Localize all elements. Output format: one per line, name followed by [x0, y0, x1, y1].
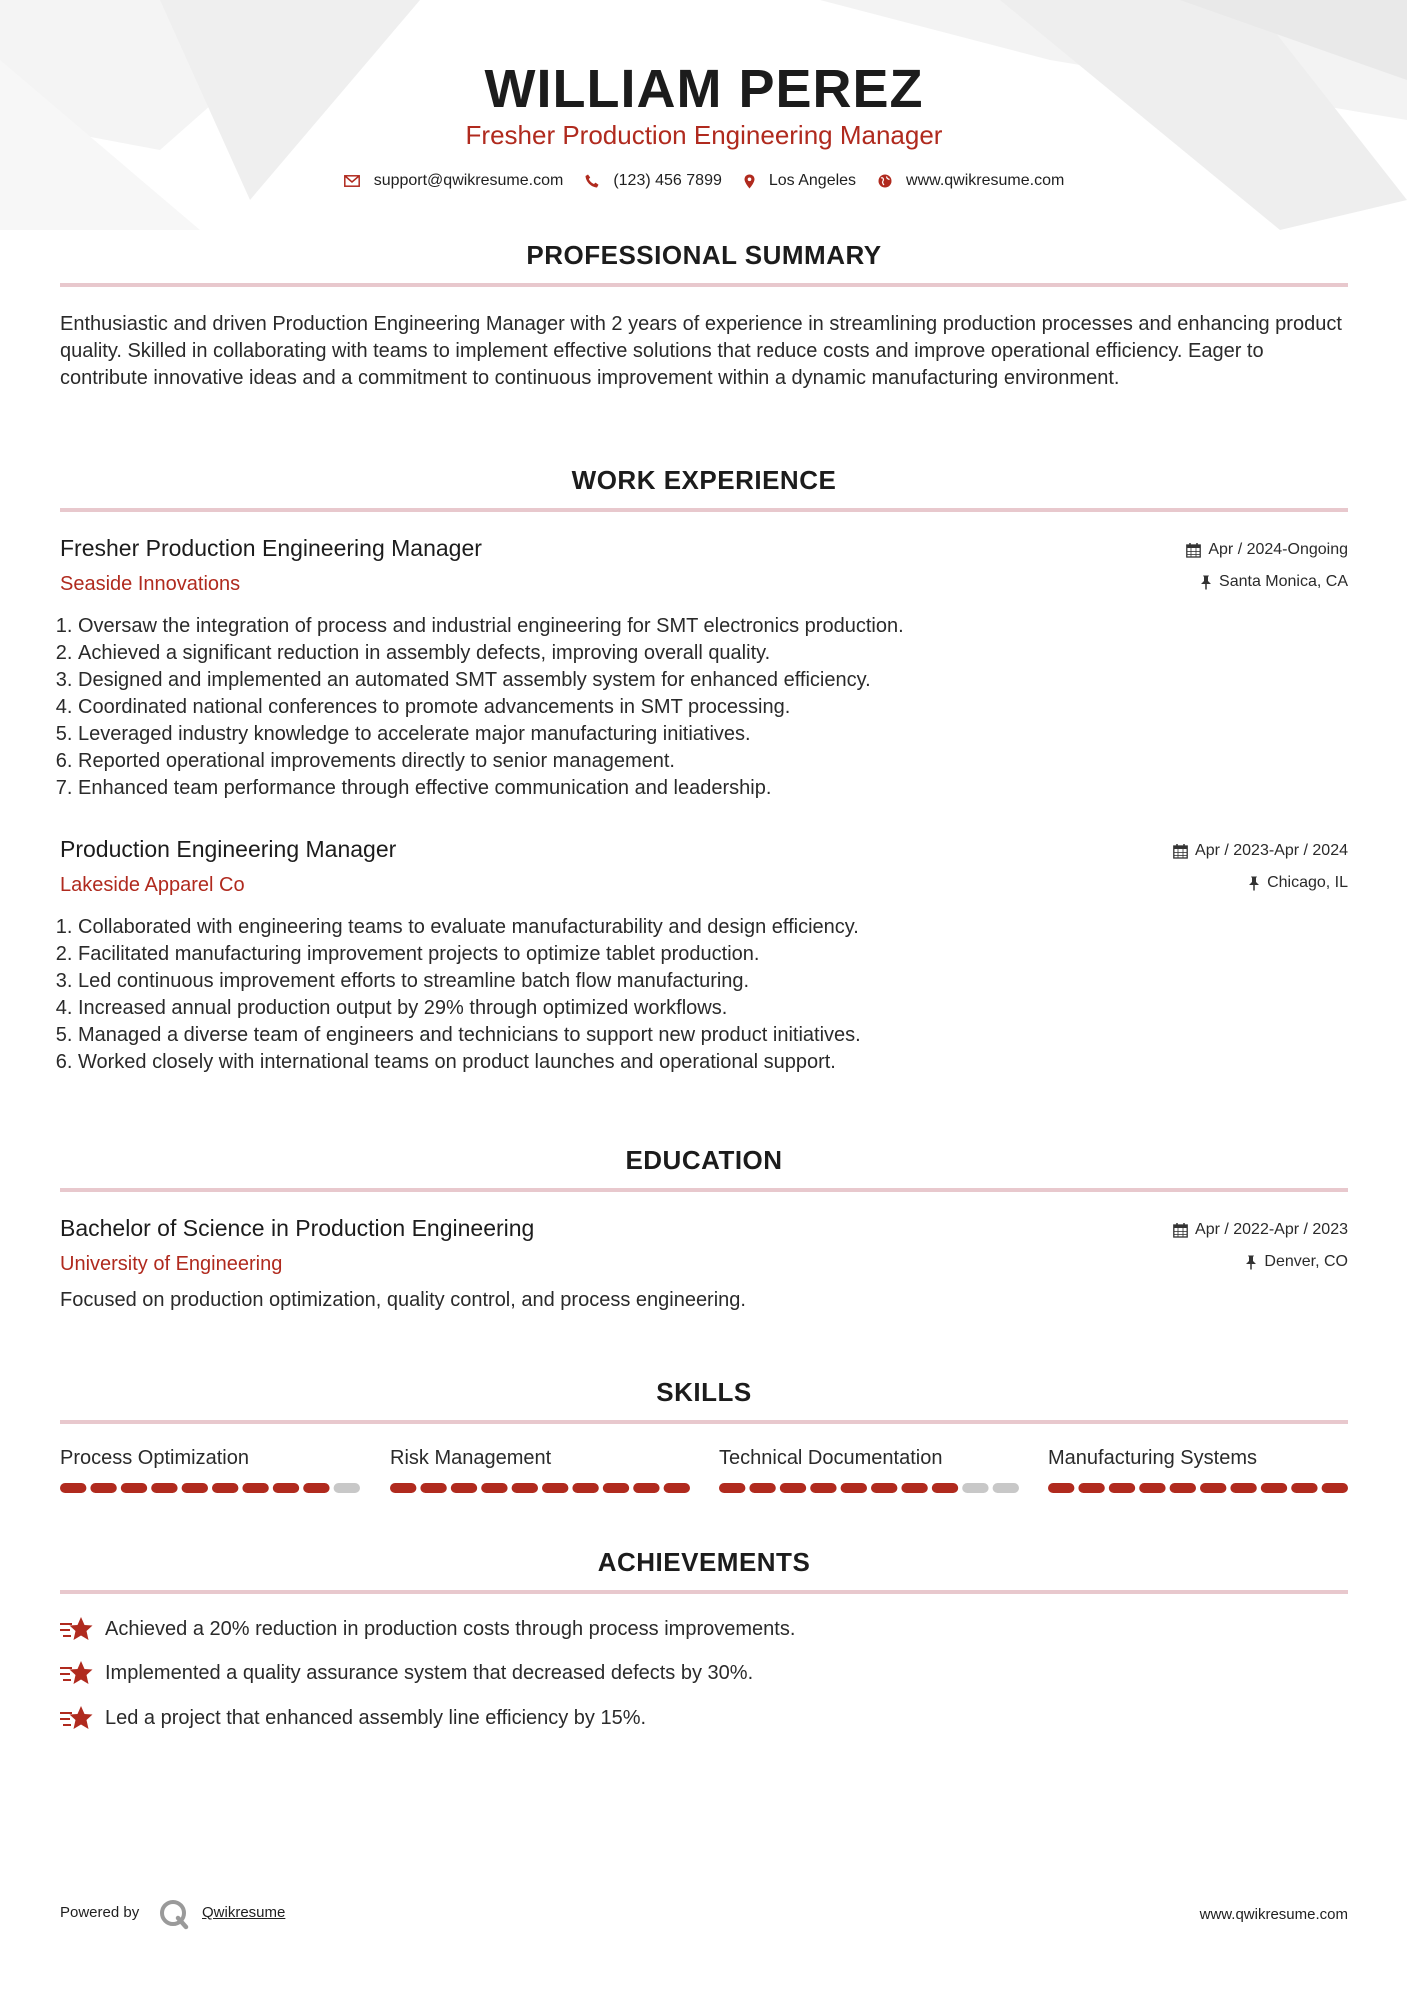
skill-level-segment	[1078, 1483, 1104, 1493]
education-divider	[60, 1188, 1348, 1192]
experience-divider	[60, 508, 1348, 512]
skills-heading: SKILLS	[656, 1377, 752, 1407]
contact-email[interactable]	[344, 172, 564, 190]
list-item: 2. Facilitated manufacturing improvement projects to optimize tablet production.	[78, 941, 861, 968]
list-item: 2. Achieved a significant reduction in assembly defects, improving overall quality.	[78, 640, 904, 667]
job-location	[1200, 573, 1348, 591]
achievement-item	[60, 1704, 646, 1732]
contact-phone[interactable]	[585, 172, 722, 190]
skill-level-segment	[390, 1483, 416, 1493]
skill-level-segment	[512, 1483, 538, 1493]
skill-level-segment	[212, 1483, 238, 1493]
skill-level-segment	[121, 1483, 147, 1493]
calendar-icon	[1173, 844, 1188, 859]
achievements-heading: ACHIEVEMENTS	[597, 1547, 811, 1577]
skill-level-segment	[1109, 1483, 1135, 1493]
envelope-icon	[344, 175, 360, 187]
contact-row	[60, 172, 1348, 190]
achievements-divider	[60, 1590, 1348, 1594]
skill-level-segment	[420, 1483, 446, 1493]
pushpin-icon	[1200, 575, 1212, 590]
skill-level-segment	[151, 1483, 177, 1493]
list-item: 6. Reported operational improvements directly to senior management.	[78, 748, 904, 775]
calendar-icon	[1186, 543, 1201, 558]
brand-link[interactable]: Qwikresume	[202, 1904, 286, 1921]
summary-divider	[60, 283, 1348, 287]
education-location-text: Denver, CO	[1264, 1253, 1348, 1270]
achievement-item	[60, 1615, 795, 1643]
list-item: 6. Worked closely with international teams on product launches and operational support.	[78, 1049, 861, 1076]
skill-level-segment	[993, 1483, 1019, 1493]
shooting-star-icon	[60, 1704, 93, 1732]
summary-heading: PROFESSIONAL SUMMARY	[526, 240, 882, 270]
skill-level-bar	[390, 1483, 690, 1493]
job-location-text: Santa Monica, CA	[1219, 573, 1348, 590]
job-location-text: Chicago, IL	[1267, 874, 1348, 891]
skill-level-segment	[303, 1483, 329, 1493]
skill-level-segment	[932, 1483, 958, 1493]
job-title: Fresher Production Engineering Manager	[60, 535, 482, 561]
skill-level-segment	[451, 1483, 477, 1493]
summary-text: Enthusiastic and driven Production Engineering Manager with 2 years of experience in streamlining production processes and enhancing product quality. Skilled in collaborating with teams to implement effective solutions that reduce costs and improve operational efficiency. Eager to contribute innovative ideas and a commitment to continuous improvement within a dynamic manufacturing environment.	[60, 313, 1342, 389]
skill-level-segment	[603, 1483, 629, 1493]
job-date	[1173, 842, 1348, 860]
experience-heading: WORK EXPERIENCE	[571, 465, 837, 495]
skills-grid	[60, 1447, 1348, 1497]
calendar-icon	[1173, 1223, 1188, 1238]
job-bullets	[60, 613, 904, 802]
skill-name: Technical Documentation	[719, 1447, 943, 1469]
achievement-text: Achieved a 20% reduction in production costs through process improvements.	[105, 1617, 796, 1640]
skill-item	[1048, 1447, 1348, 1473]
shooting-star-icon	[60, 1659, 93, 1687]
list-item: 5. Leveraged industry knowledge to accelerate major manufacturing initiatives.	[78, 721, 904, 748]
contact-website[interactable]	[878, 172, 1064, 190]
footer-website[interactable]: www.qwikresume.com	[1199, 1906, 1348, 1923]
list-item: 7. Enhanced team performance through effective communication and leadership.	[78, 775, 904, 802]
skill-level-segment	[572, 1483, 598, 1493]
skill-level-segment	[1291, 1483, 1317, 1493]
skill-level-bar	[60, 1483, 360, 1493]
pushpin-icon	[1245, 1255, 1257, 1270]
skill-item	[390, 1447, 690, 1473]
job-location	[1248, 874, 1348, 892]
list-item: 4. Increased annual production output by 29% through optimized workflows.	[78, 995, 861, 1022]
skill-level-segment	[719, 1483, 745, 1493]
contact-website-text: www.qwikresume.com	[906, 172, 1065, 189]
skill-level-segment	[1170, 1483, 1196, 1493]
skill-level-segment	[1261, 1483, 1287, 1493]
skill-level-segment	[871, 1483, 897, 1493]
pushpin-icon	[1248, 876, 1260, 891]
skill-level-segment	[1048, 1483, 1074, 1493]
skill-name: Process Optimization	[60, 1447, 249, 1469]
skill-item	[719, 1447, 1019, 1473]
job-company: Seaside Innovations	[60, 573, 241, 595]
skill-level-segment	[1139, 1483, 1165, 1493]
job-date-text: Apr / 2023-Apr / 2024	[1195, 842, 1348, 859]
skill-level-segment	[542, 1483, 568, 1493]
list-item: 4. Coordinated national conferences to promote advancements in SMT processing.	[78, 694, 904, 721]
skill-level-segment	[780, 1483, 806, 1493]
skill-level-segment	[273, 1483, 299, 1493]
shooting-star-icon	[60, 1615, 93, 1643]
contact-phone-text: (123) 456 7899	[613, 172, 722, 189]
phone-icon	[585, 174, 599, 188]
skill-level-segment	[664, 1483, 690, 1493]
list-item: 3. Led continuous improvement efforts to streamline batch flow manufacturing.	[78, 968, 861, 995]
list-item: 1. Collaborated with engineering teams to evaluate manufacturability and design efficiency.	[78, 914, 861, 941]
skill-level-bar	[1048, 1483, 1348, 1493]
skill-level-segment	[1230, 1483, 1256, 1493]
skill-level-segment	[334, 1483, 360, 1493]
list-item: 1. Oversaw the integration of process and industrial engineering for SMT electronics production.	[78, 613, 904, 640]
skill-level-segment	[481, 1483, 507, 1493]
achievement-item	[60, 1659, 753, 1687]
list-item: 3. Designed and implemented an automated SMT assembly system for enhanced efficiency.	[78, 667, 904, 694]
powered-by-label: Powered by	[60, 1904, 140, 1921]
education-location	[1245, 1253, 1348, 1271]
education-degree: Bachelor of Science in Production Engineering	[60, 1215, 535, 1241]
achievement-text: Led a project that enhanced assembly line efficiency by 15%.	[105, 1706, 647, 1729]
skill-level-segment	[182, 1483, 208, 1493]
education-date	[1173, 1221, 1348, 1239]
footer	[60, 1898, 1348, 1930]
skill-name: Risk Management	[390, 1447, 552, 1469]
list-item: 5. Managed a diverse team of engineers and technicians to support new product initiatives.	[78, 1022, 861, 1049]
education-heading: EDUCATION	[625, 1145, 783, 1175]
skill-level-segment	[1322, 1483, 1348, 1493]
education-description: Focused on production optimization, quality control, and process engineering.	[60, 1289, 746, 1311]
globe-icon	[878, 174, 892, 188]
job-title: Production Engineering Manager	[60, 836, 397, 862]
candidate-title: Fresher Production Engineering Manager	[465, 120, 943, 150]
skill-name: Manufacturing Systems	[1048, 1447, 1257, 1469]
contact-location-text: Los Angeles	[768, 172, 857, 189]
job-bullets	[60, 914, 861, 1076]
skill-level-segment	[749, 1483, 775, 1493]
skill-level-segment	[90, 1483, 116, 1493]
skill-level-segment	[901, 1483, 927, 1493]
skill-level-segment	[841, 1483, 867, 1493]
job-date-text: Apr / 2024-Ongoing	[1208, 541, 1348, 558]
skill-level-segment	[60, 1483, 86, 1493]
candidate-name: WILLIAM PEREZ	[484, 59, 924, 119]
contact-email-text: support@qwikresume.com	[373, 172, 564, 189]
map-pin-icon	[744, 174, 755, 189]
skill-level-segment	[962, 1483, 988, 1493]
skill-level-bar	[719, 1483, 1019, 1493]
job-date	[1186, 541, 1348, 559]
education-school: University of Engineering	[60, 1253, 283, 1275]
education-date-text: Apr / 2022-Apr / 2023	[1195, 1221, 1348, 1238]
contact-location	[744, 172, 856, 190]
skill-item	[60, 1447, 360, 1473]
skill-level-segment	[1200, 1483, 1226, 1493]
skill-level-segment	[242, 1483, 268, 1493]
achievement-text: Implemented a quality assurance system that decreased defects by 30%.	[105, 1661, 754, 1684]
job-company: Lakeside Apparel Co	[60, 874, 245, 896]
skill-level-segment	[810, 1483, 836, 1493]
skill-level-segment	[633, 1483, 659, 1493]
skills-divider	[60, 1420, 1348, 1424]
qwikresume-logo-icon	[158, 1898, 190, 1930]
